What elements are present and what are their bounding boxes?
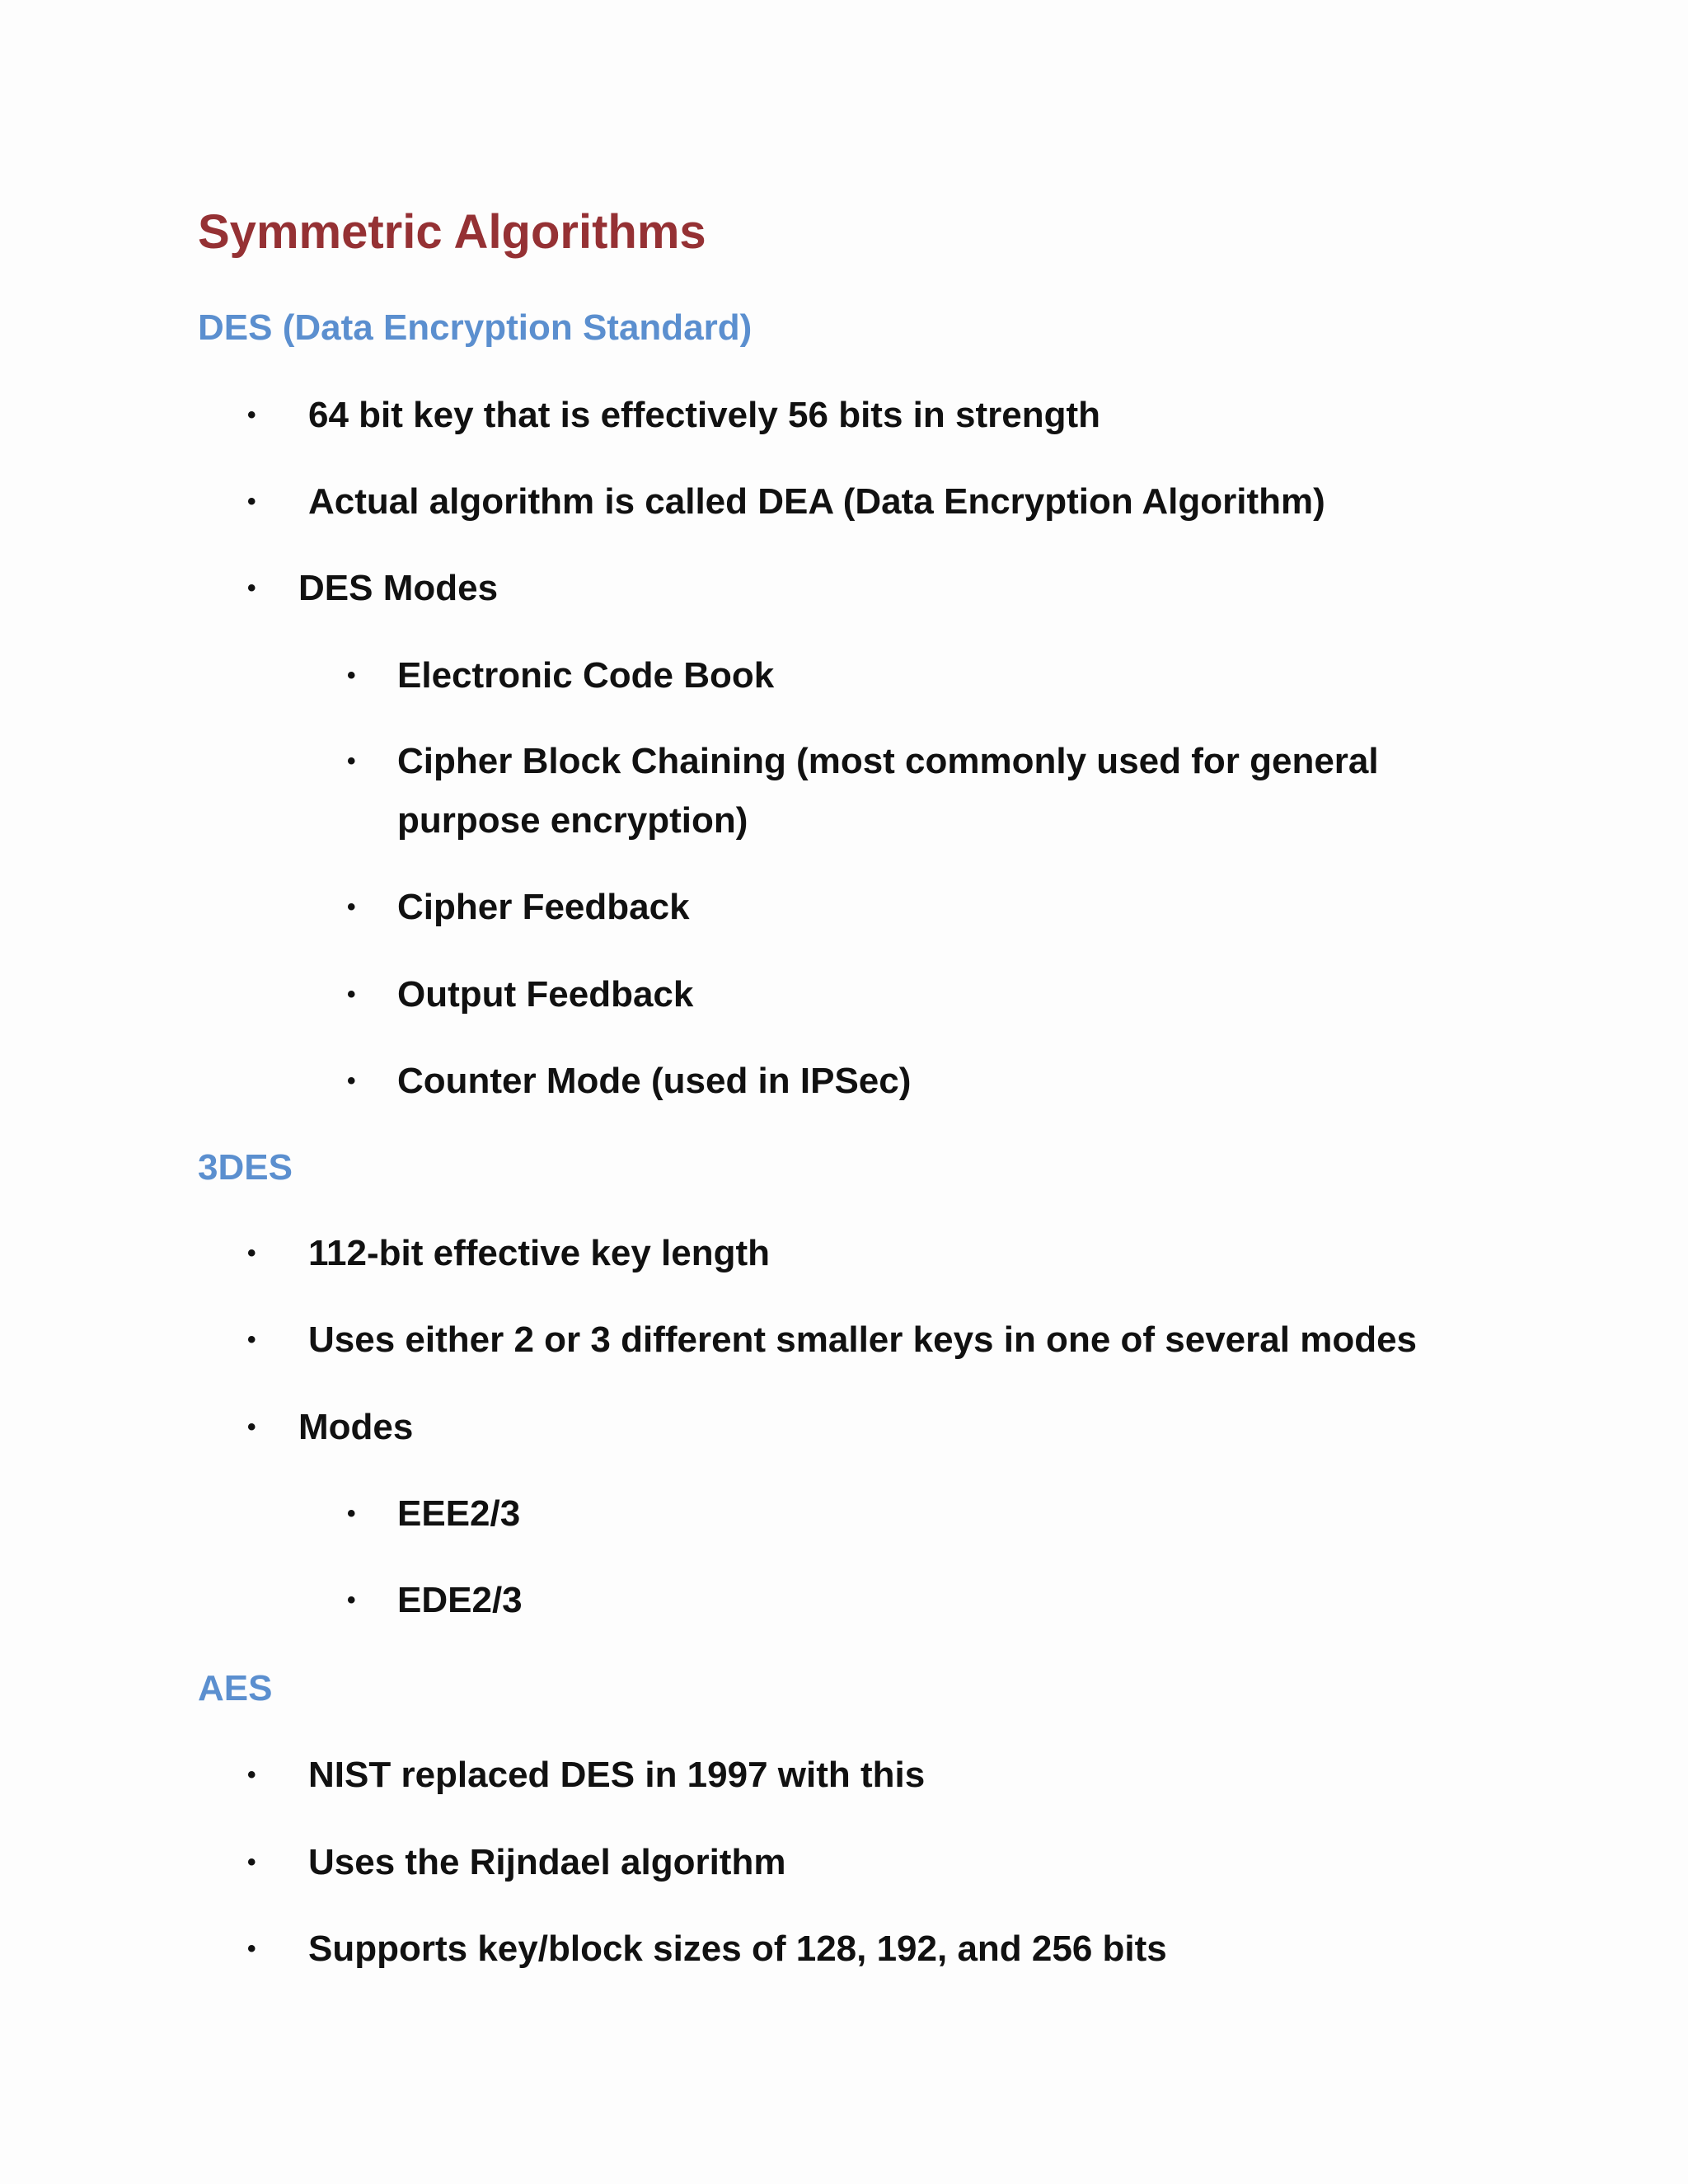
sub-list-item-text <box>397 732 1379 851</box>
bullet: • <box>347 893 356 921</box>
bullet: • <box>347 662 356 689</box>
bullet: • <box>347 748 356 775</box>
bullet: • <box>247 1849 256 1876</box>
sub-list-item-text: Electronic Code Book <box>397 655 775 696</box>
list-item-text: Uses either 2 or 3 different smaller keys in one of several modes <box>308 1319 1418 1360</box>
bullet: • <box>347 1067 356 1094</box>
list-item-text: 64 bit key that is effectively 56 bits in strength <box>308 395 1100 435</box>
sub-list-item-text: Counter Mode (used in IPSec) <box>397 1061 912 1101</box>
section-heading-3des: 3DES <box>198 1147 293 1188</box>
sub-list-item-text: Output Feedback <box>397 974 694 1015</box>
list-item-text: Supports key/block sizes of 128, 192, and 256 bits <box>308 1929 1167 1969</box>
bullet: • <box>247 1326 256 1353</box>
sub-list-item-line: purpose encryption) <box>397 800 748 841</box>
bullet: • <box>347 1586 356 1614</box>
bullet: • <box>247 1240 256 1267</box>
bullet: • <box>247 488 256 515</box>
section-heading-aes: AES <box>198 1668 273 1708</box>
page-title: Symmetric Algorithms <box>198 205 706 259</box>
bullet: • <box>247 1935 256 1962</box>
list-item-text: Actual algorithm is called DEA (Data Encryption Algorithm) <box>308 481 1325 522</box>
sub-list-item-text: EDE2/3 <box>397 1580 523 1620</box>
bullet: • <box>347 981 356 1008</box>
sub-list-item-text: EEE2/3 <box>397 1493 521 1534</box>
bullet: • <box>247 401 256 429</box>
sub-list-item-text: Cipher Feedback <box>397 887 690 927</box>
list-item-text: Uses the Rijndael algorithm <box>308 1842 786 1882</box>
bullet: • <box>347 1500 356 1527</box>
bullet: • <box>247 1413 256 1441</box>
bullet: • <box>247 1761 256 1788</box>
list-item-text: NIST replaced DES in 1997 with this <box>308 1755 926 1795</box>
bullet: • <box>247 574 256 602</box>
list-item-text: 112-bit effective key length <box>308 1233 770 1273</box>
section-heading-des: DES (Data Encryption Standard) <box>198 307 753 348</box>
sub-list-item-line: Cipher Block Chaining (most commonly used for general <box>397 741 1379 781</box>
list-item-text: Modes <box>298 1407 414 1447</box>
list-item-text: DES Modes <box>298 568 499 608</box>
